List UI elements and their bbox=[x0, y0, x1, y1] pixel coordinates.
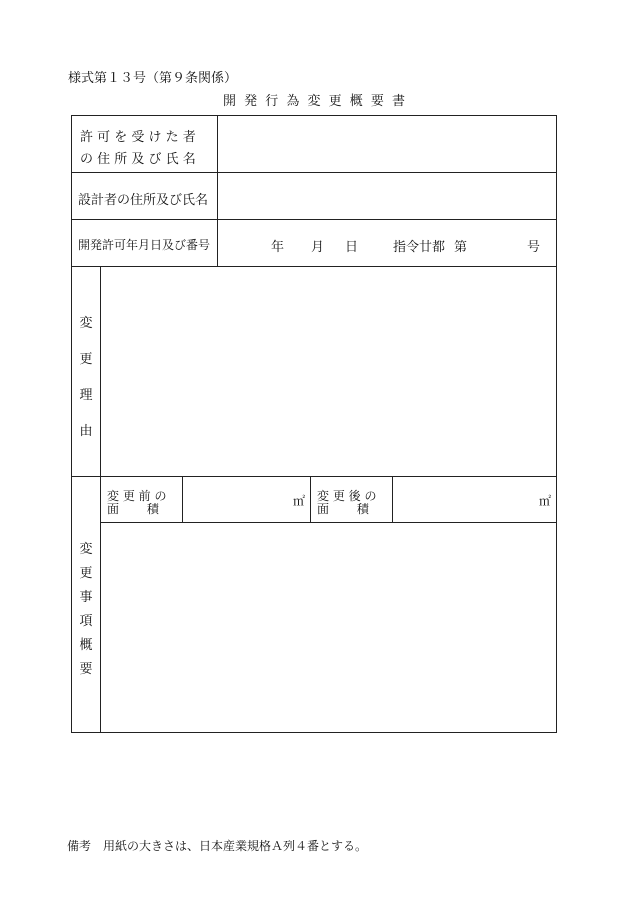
applicant-label-line1: 許 可 を 受 け た 者 bbox=[80, 130, 196, 145]
summary-char-3: 事 bbox=[79, 590, 93, 605]
summary-char-2: 更 bbox=[79, 566, 93, 581]
permit-number-prefix: 第 bbox=[454, 240, 468, 255]
permit-day-label: 日 bbox=[345, 240, 359, 255]
reason-field[interactable] bbox=[101, 267, 556, 476]
reason-char-3: 理 bbox=[79, 388, 93, 403]
reason-char-1: 変 bbox=[79, 316, 93, 331]
permit-month-label: 月 bbox=[311, 240, 325, 255]
applicant-label-line2: の 住 所 及 び 氏 名 bbox=[80, 152, 196, 167]
summary-char-1: 変 bbox=[79, 542, 93, 557]
summary-char-6: 要 bbox=[79, 662, 93, 677]
reason-char-4: 由 bbox=[79, 424, 93, 439]
form-number: 様式第１３号（第９条関係） bbox=[68, 71, 238, 86]
applicant-field[interactable] bbox=[218, 116, 556, 172]
area-before-label-line2: 面 積 bbox=[107, 502, 159, 516]
area-after-field[interactable] bbox=[393, 477, 556, 522]
summary-field[interactable] bbox=[101, 523, 556, 732]
area-before-field[interactable] bbox=[183, 477, 310, 522]
permit-label: 開発許可年月日及び番号 bbox=[78, 238, 211, 252]
area-after-label-line2: 面 積 bbox=[317, 502, 369, 516]
area-before-label-line1: 変 更 前 の bbox=[107, 489, 167, 503]
area-after-label-line1: 変 更 後 の bbox=[317, 489, 377, 503]
permit-number-suffix: 号 bbox=[527, 240, 541, 255]
summary-char-4: 項 bbox=[79, 614, 93, 629]
reason-char-2: 更 bbox=[79, 352, 93, 367]
permit-issuer-label: 指令廿都 bbox=[393, 240, 446, 255]
page-title: 開 発 行 為 変 更 概 要 書 bbox=[222, 94, 408, 109]
area-before-unit: ㎡ bbox=[293, 494, 306, 508]
permit-year-label: 年 bbox=[271, 240, 285, 255]
designer-label: 設計者の住所及び氏名 bbox=[78, 193, 209, 208]
summary-char-5: 概 bbox=[79, 638, 93, 653]
area-after-unit: ㎡ bbox=[539, 494, 552, 508]
footnote: 備考 用紙の大きさは、日本産業規格Ａ列４番とする。 bbox=[67, 839, 368, 853]
designer-field[interactable] bbox=[218, 173, 556, 219]
